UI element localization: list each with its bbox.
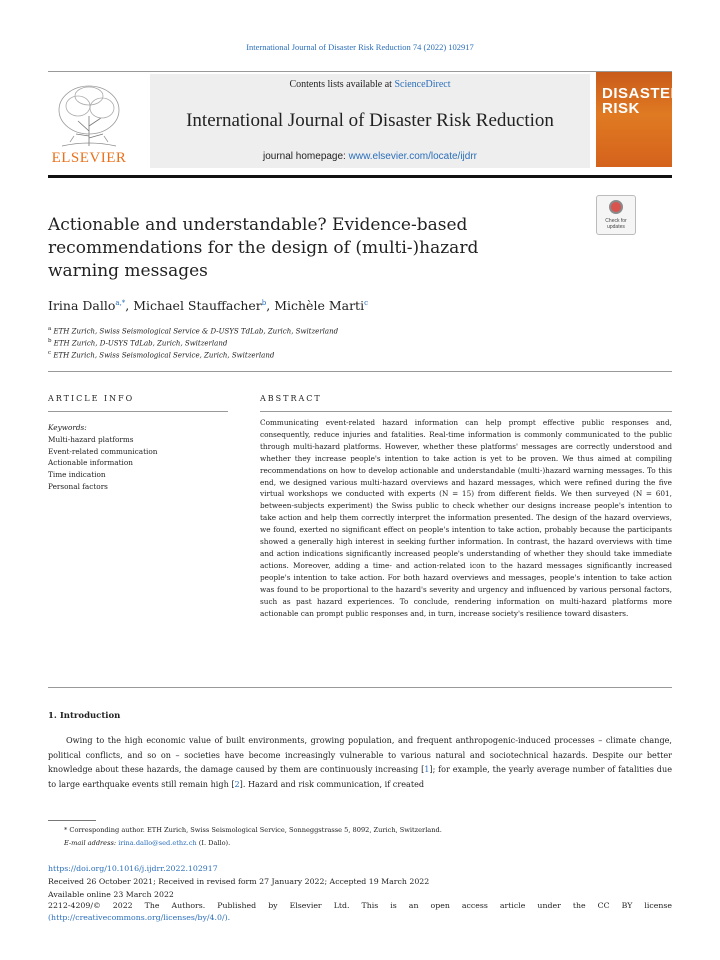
email-link[interactable]: irina.dallo@sed.ethz.ch xyxy=(118,839,197,847)
email-label: E-mail address: xyxy=(64,839,119,847)
citation-link[interactable]: 2 xyxy=(234,778,240,789)
citation-link[interactable]: 1 xyxy=(424,764,430,775)
intro-text: Owing to the high economic value of built environments, growing population, and frequent anthropogenic-induced processes – climate change, political conflicts, and so on – societies have become increasingly vulnerable to various natural and sociotechnical hazards. Despite our better knowledge about these hazards, the damage caused by them are continuously increasing [ xyxy=(48,735,672,775)
header-bottom-rule xyxy=(48,175,672,178)
keyword: Time indication xyxy=(48,470,106,480)
keyword-list xyxy=(48,422,228,493)
email-note xyxy=(64,839,672,847)
author-affiliation-link[interactable]: c xyxy=(364,298,368,307)
received-dates: Received 26 October 2021; Received in revised form 27 January 2022; Accepted 19 March 2022 xyxy=(48,877,430,886)
homepage-link[interactable]: www.elsevier.com/locate/ijdrr xyxy=(348,151,477,162)
journal-reference[interactable]: International Journal of Disaster Risk Reduction 74 (2022) 102917 xyxy=(246,42,474,52)
journal-title: International Journal of Disaster Risk Reduction xyxy=(186,110,554,131)
crossmark-badge[interactable] xyxy=(596,195,636,235)
keywords-label: Keywords: xyxy=(48,423,87,432)
author-name: Michael Stauffacher xyxy=(133,298,262,313)
journal-homepage xyxy=(150,151,590,162)
email-suffix: (I. Dallo). xyxy=(196,839,231,847)
contents-line xyxy=(150,79,590,90)
introduction-paragraph xyxy=(48,733,672,791)
author-name: Irina Dallo xyxy=(48,298,116,313)
intro-text: ]. Hazard and risk communication, if created xyxy=(239,778,425,789)
title-line: warning messages xyxy=(48,261,208,281)
affiliation-marker: c xyxy=(48,350,52,356)
header-top-rule xyxy=(48,71,672,72)
article-info-rule xyxy=(48,411,228,412)
keyword: Event-related communication xyxy=(48,446,158,456)
abstract-rule xyxy=(260,411,672,412)
section-divider xyxy=(48,371,672,372)
corresponding-author-note: * Corresponding author. ETH Zurich, Swiss Seismological Service, Sonneggstrasse 5, 8092, Zurich, Switzerland. xyxy=(64,826,442,834)
affiliation xyxy=(48,326,608,335)
affiliation-marker: a xyxy=(48,326,52,332)
keyword: Actionable information xyxy=(48,458,133,468)
license-link[interactable]: (http://creativecommons.org/licenses/by/4.0/). xyxy=(48,913,231,922)
section-divider xyxy=(48,687,672,688)
available-online: Available online 23 March 2022 xyxy=(48,890,174,899)
affiliation-text: ETH Zurich, Swiss Seismological Service, Zurich, Switzerland xyxy=(53,351,275,360)
article-title xyxy=(48,214,488,283)
crossmark-label: Check for updates xyxy=(605,218,627,230)
intro-text: ]; for example, the yearly average number of fatalities due to large earthquake events still remain high [ xyxy=(48,764,672,789)
license-statement: 2212-4209/© 2022 The Authors. Published by Elsevier Ltd. This is an open access article under the CC BY license xyxy=(48,901,672,910)
doi-link[interactable]: https://doi.org/10.1016/j.ijdrr.2022.102917 xyxy=(48,864,218,873)
title-line: recommendations for the design of (multi-)hazard xyxy=(48,238,479,258)
affiliation xyxy=(48,338,608,347)
keyword: Personal factors xyxy=(48,481,108,491)
affiliation-text: ETH Zurich, Swiss Seismological Service & D-USYS TdLab, Zurich, Switzerland xyxy=(53,327,339,336)
title-line: Actionable and understandable? Evidence-based xyxy=(48,215,468,235)
abstract-text: Communicating event-related hazard information can help prompt effective public responses and, consequently, reduce injuries and fatalities. Real-time information is commonly communicated to the public through multi-hazard platforms. However, whether these platforms' messages are correctly understood and whether they increase people's intention to take action is yet to be proven. We thus aimed at compiling recommendations on how to develop actionable and understandable (multi-)hazard warning messages. To this end, we designed various multi-hazard overviews and hazard messages, which were refined during the five virtual workshops we conducted with experts (N = 15) from different fields. We then surveyed (N = 601, between-subjects experiment) the Swiss public to check whether our designs increase people's intention to take action and help them correctly interpret the information presented. The design of the hazard overviews, we found, exerted no significant effect on people's intention to take action, probably because the participants showed a generally high interest in seeking further information. In contrast, the hazard overviews with time and action indications significantly increased people's understanding of whether they should take immediate actions. Moreover, adding a time- and action-related icon to the hazard messages significantly increased people's intention to take action. For both hazard overviews and messages, people's intention to take action was found to be proportional to the hazard's severity and urgency and influenced by various personal factors, such as past hazard experiences. To conclude, rendering information on multi-hazard platforms more actionable can prompt public responses and, in turn, increase society's resilience toward disasters. xyxy=(260,418,672,618)
author-name: Michèle Marti xyxy=(274,298,365,313)
sciencedirect-link[interactable]: ScienceDirect xyxy=(394,79,451,90)
cover-title: DISASTER RISK xyxy=(602,85,682,117)
journal-cover-thumbnail[interactable] xyxy=(596,72,682,167)
article-info-heading: ARTICLE INFO xyxy=(48,394,135,403)
footnote-rule xyxy=(48,820,96,821)
affiliation-marker: b xyxy=(48,338,52,344)
affiliation-text: ETH Zurich, D-USYS TdLab, Zurich, Switzerland xyxy=(53,339,228,348)
author-list: Irina Dallo$^{a,*}$, Michael Stauffacher$^b$, Michèle Marti$^c$ xyxy=(48,298,368,313)
crossmark-icon xyxy=(609,200,623,214)
keyword: Multi-hazard platforms xyxy=(48,434,134,444)
homepage-prefix: journal homepage: xyxy=(263,151,349,162)
introduction-heading: 1. Introduction xyxy=(48,711,121,721)
license-link-line xyxy=(48,913,672,922)
doi-line xyxy=(48,864,672,873)
author-affiliation-link[interactable]: b xyxy=(261,298,267,307)
elsevier-wordmark[interactable]: ELSEVIER xyxy=(51,150,127,166)
affiliation xyxy=(48,350,608,359)
contents-prefix: Contents lists available at xyxy=(289,79,395,90)
abstract-heading: ABSTRACT xyxy=(260,394,322,403)
author-affiliation-link[interactable]: a,* xyxy=(115,298,126,307)
